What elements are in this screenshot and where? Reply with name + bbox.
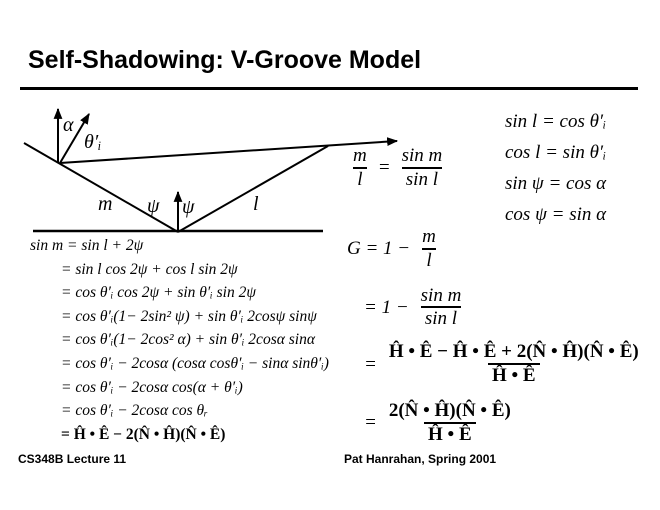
derivation-line-1: sin m = sin l + 2ψ: [30, 237, 144, 254]
psi-right-angle-label: ψ: [182, 196, 195, 218]
groove-right-facet: [178, 146, 328, 232]
footer-course-label: CS348B Lecture 11: [18, 452, 127, 466]
g-line-1-denominator: l: [422, 248, 435, 273]
derivation-line-9-vector-form: = Ĥ • Ê − 2(N̂ • Ĥ)(N̂ • Ê): [61, 425, 226, 443]
title-divider: [20, 87, 638, 90]
m-segment-label: m: [98, 193, 113, 215]
derivation-line-6: = cos θ′ᵢ − 2cosα (cosα cosθ′ᵢ − sinα sinθ′ᵢ): [61, 354, 329, 372]
ratio-rhs-numerator: sin m: [401, 145, 443, 166]
footer-credit-label: Pat Hanrahan, Spring 2001: [344, 452, 497, 466]
g-derivation-line-2: [364, 285, 643, 332]
g-derivation: [340, 226, 643, 447]
derivation-line-2: = sin l cos 2ψ + cos l sin 2ψ: [61, 260, 238, 278]
g-line-3-fraction: [385, 341, 643, 388]
g-derivation-line-3: [364, 341, 643, 388]
ratio-rhs-denominator: sin l: [402, 167, 442, 192]
identity-line-3: sin ψ = cos α: [505, 173, 607, 194]
g-line-2-fraction: [417, 285, 466, 332]
g-line-1-fraction: [418, 226, 440, 273]
l-segment-label: l: [253, 193, 259, 215]
sight-ray-arrow: [60, 141, 397, 163]
identity-line-1: sin l = cos θ′ᵢ: [505, 111, 607, 132]
identity-list: [505, 106, 606, 230]
alpha-angle-label: α: [63, 114, 74, 136]
ratio-lhs-fraction: [349, 145, 371, 192]
g-line-3-lead: =: [364, 353, 377, 375]
equals-sign: =: [377, 157, 391, 179]
identity-line-2: cos l = sin θ′ᵢ: [505, 142, 607, 163]
g-line-3-numerator: Ĥ • Ê − Ĥ • Ê + 2(N̂ • Ĥ)(N̂ • Ê): [388, 341, 639, 363]
g-line-2-numerator: sin m: [420, 284, 462, 306]
derivation-line-4: = cos θ′ᵢ(1− 2sin² ψ) + sin θ′ᵢ 2cosψ sinψ: [61, 307, 317, 325]
psi-left-angle-label: ψ: [147, 195, 160, 217]
sin-m-derivation: [30, 234, 329, 446]
ratio-lhs-denominator: l: [353, 167, 366, 192]
g-line-1-numerator: m: [422, 226, 436, 247]
derivation-line-8: = cos θ′ᵢ − 2cosα cos θᵣ: [61, 402, 208, 420]
g-line-4-numerator: 2(N̂ • Ĥ)(N̂ • Ê): [388, 399, 511, 421]
g-line-4-denominator: Ĥ • Ê: [424, 422, 476, 447]
theta-i-angle-label: θ′ᵢ: [84, 131, 102, 153]
g-line-2-denominator: sin l: [421, 306, 461, 331]
ratio-equation: [349, 145, 446, 192]
g-line-4-lead: =: [364, 412, 377, 434]
page-title: Self-Shadowing: V-Groove Model: [28, 46, 422, 74]
g-line-2-lead: = 1 −: [364, 296, 409, 318]
g-line-4-fraction: [385, 400, 515, 447]
g-line-1-lead: G = 1 −: [347, 238, 411, 260]
derivation-line-5: = cos θ′ᵢ(1− 2cos² α) + sin θ′ᵢ 2cosα sinα: [61, 331, 315, 349]
derivation-line-3: = cos θ′ᵢ cos 2ψ + sin θ′ᵢ sin 2ψ: [61, 284, 256, 302]
ratio-rhs-fraction: [398, 145, 447, 192]
identity-line-4: cos ψ = sin α: [505, 204, 607, 225]
g-derivation-line-4: [364, 400, 643, 447]
g-derivation-line-1: [347, 226, 643, 273]
g-line-3-denominator: Ĥ • Ê: [488, 363, 540, 388]
derivation-line-7: = cos θ′ᵢ − 2cosα cos(α + θ′ᵢ): [61, 378, 243, 396]
ratio-lhs-numerator: m: [353, 145, 367, 166]
